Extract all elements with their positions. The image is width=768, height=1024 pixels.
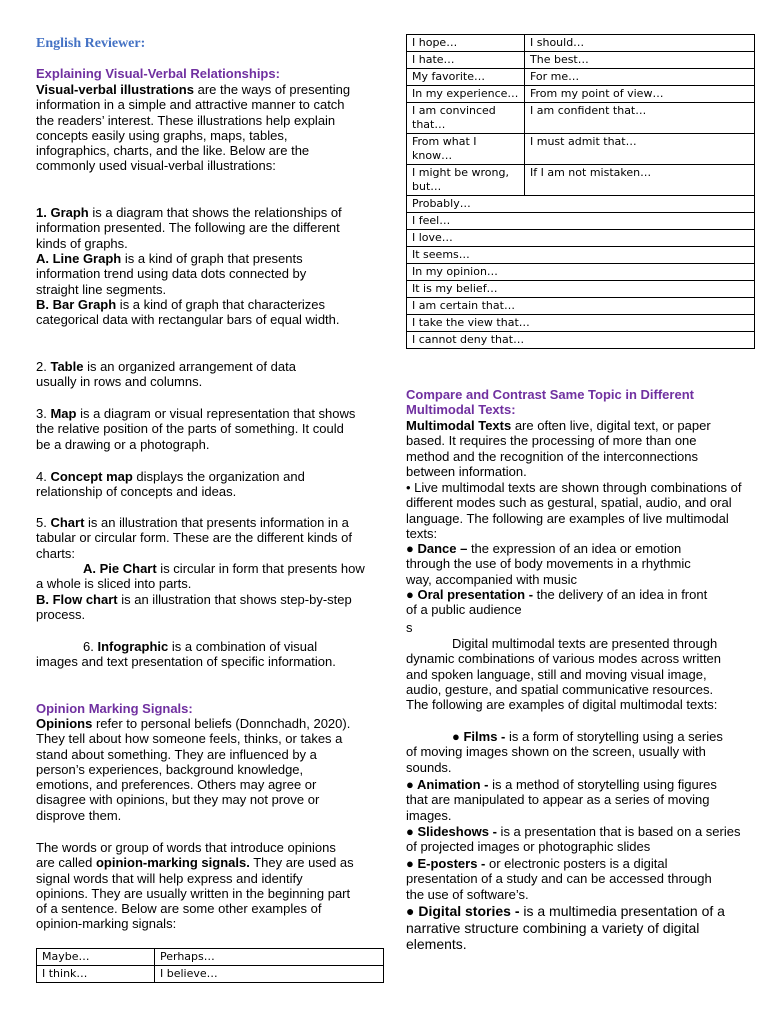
table-row — [407, 247, 755, 264]
text-flow-chart: is an illustration that shows step-by-step process. — [36, 592, 352, 623]
table-cell: I must admit that… — [525, 134, 755, 165]
table-row — [407, 230, 755, 247]
term-animation: ● Animation - — [406, 777, 489, 792]
bar-graph-definition — [36, 297, 358, 328]
num-map: 3. — [36, 406, 51, 421]
table-cell: From my point of view… — [525, 86, 755, 103]
term-films: ● Films - — [452, 729, 506, 744]
term-line-graph: A. Line Graph — [36, 251, 122, 266]
text-multimodal: are often live, digital text, or paper based. It requires the processing of more than one method and the recognition of the interconnections between information. — [406, 418, 711, 479]
text-films: is a form of storytelling using a series of moving images shown on the screen, usually with sounds. — [406, 729, 723, 775]
table-cell: I believe… — [155, 966, 384, 983]
line-graph-definition — [36, 251, 336, 297]
table-cell: I am confident that… — [525, 103, 755, 134]
term-dance: ● Dance – — [406, 541, 468, 556]
table-cell: From what I know… — [407, 134, 525, 165]
num-concept-map: 4. — [36, 469, 51, 484]
term-digital-stories: ● Digital stories - — [406, 903, 520, 919]
digital-stories-definition — [406, 903, 736, 953]
term-multimodal: Multimodal Texts — [406, 418, 512, 433]
oral-presentation-definition — [406, 587, 716, 618]
text-concept-map: displays the organization and relationship of concepts and ideas. — [36, 469, 305, 500]
visual-verbal-definition — [36, 82, 358, 174]
text-map: is a diagram or visual representation that shows the relative position of the parts of something. It could be a drawing or a photograph. — [36, 406, 356, 452]
text-digital-stories: is a multimedia presentation of a narrative structure combining a variety of digital elements. — [406, 903, 725, 952]
term-opinion-signals: opinion-marking signals. — [95, 855, 250, 871]
concept-map-definition — [36, 469, 346, 500]
text-signals: They are used as signal words that will help express and identify opinions. They are usually written in the beginning part of a sentence. Below are some other examples of opinion-marking signals: — [36, 855, 354, 932]
table-row — [407, 134, 755, 165]
text-bar-graph: is a kind of graph that characterizes categorical data with rectangular bars of equal width. — [36, 297, 340, 328]
map-definition — [36, 406, 356, 452]
num-table: 2. — [36, 359, 51, 374]
text-slideshows: is a presentation that is based on a series of projected images or photographic slides — [406, 824, 741, 855]
term-graph: 1. Graph — [36, 205, 89, 220]
dance-definition — [406, 541, 716, 587]
table-cell: I think… — [37, 966, 155, 983]
text-infographic: is a combination of visual images and text presentation of specific information. — [36, 639, 336, 670]
opinion-signals-table-right — [406, 34, 755, 349]
animation-definition — [406, 777, 728, 823]
term-concept-map: Concept map — [50, 469, 133, 484]
term-visual-verbal: Visual-verbal illustrations — [36, 82, 194, 97]
table-cell: I might be wrong, but… — [407, 165, 525, 196]
e-posters-definition — [406, 856, 726, 902]
films-definition — [406, 729, 726, 775]
table-cell: For me… — [525, 69, 755, 86]
table-cell: I hate… — [407, 52, 525, 69]
table-cell: I am certain that… — [407, 298, 755, 315]
table-cell: Maybe… — [37, 949, 155, 966]
document-title: English Reviewer: — [36, 36, 146, 51]
table-row — [407, 103, 755, 134]
table-cell: I should… — [525, 35, 755, 52]
table-row — [407, 315, 755, 332]
table-cell: I love… — [407, 230, 755, 247]
table-cell: The best… — [525, 52, 755, 69]
graph-definition — [36, 205, 362, 251]
table-row — [407, 298, 755, 315]
term-map: Map — [50, 406, 77, 421]
infographic-definition — [36, 639, 346, 670]
term-bar-graph: B. Bar Graph — [36, 297, 117, 312]
table-row — [407, 332, 755, 349]
text-pie-chart: is circular in form that presents how a whole is sliced into parts. — [36, 561, 365, 592]
term-e-posters: ● E-posters - — [406, 856, 486, 871]
num-infographic: 6. — [83, 639, 98, 654]
term-pie-chart: A. Pie Chart — [83, 561, 157, 576]
term-infographic: Infographic — [97, 639, 169, 654]
term-slideshows: ● Slideshows - — [406, 824, 497, 839]
table-cell: Probably… — [407, 196, 755, 213]
table-row — [407, 165, 755, 196]
table-cell: It seems… — [407, 247, 755, 264]
text-line-graph: is a kind of graph that presents information trend using data dots connected by straight line segments. — [36, 251, 307, 297]
table-cell: My favorite… — [407, 69, 525, 86]
term-oral-presentation: ● Oral presentation - — [406, 587, 534, 602]
live-multimodal-text: • Live multimodal texts are shown through combinations of different modes such as gestural, spatial, audio, and oral language. The following are examples of live multimodal texts: — [406, 480, 742, 541]
table-cell: It is my belief… — [407, 281, 755, 298]
opinion-signals-table-left — [36, 948, 384, 983]
term-flow-chart: B. Flow chart — [36, 592, 118, 607]
chart-definition — [36, 515, 364, 561]
text-visual-verbal: are the ways of presenting information in a simple and attractive manner to catch the readers’ interest. These illustrations help explain concepts easily using graphs, maps, tables, infographics, charts, and the like. Below are the commonly used visual-verbal illustrations: — [36, 82, 351, 174]
heading-multimodal: Compare and Contrast Same Topic in Different Multimodal Texts: — [406, 387, 694, 418]
text-table: is an organized arrangement of data usually in rows and columns. — [36, 359, 296, 390]
heading-visual-verbal: Explaining Visual-Verbal Relationships: — [36, 66, 280, 81]
table-cell: I feel… — [407, 213, 755, 230]
table-row — [407, 86, 755, 103]
text-chart: is an illustration that presents information in a tabular or circular form. These are the different kinds of charts: — [36, 515, 353, 561]
table-row — [37, 966, 384, 983]
term-table: Table — [50, 359, 84, 374]
table-cell: In my experience… — [407, 86, 525, 103]
opinion-signals-definition — [36, 840, 354, 932]
table-row — [37, 949, 384, 966]
table-row — [407, 35, 755, 52]
table-row — [407, 52, 755, 69]
digital-multimodal-text: Digital multimodal texts are presented through dynamic combinations of various modes across written and spoken language, still and moving visual image, audio, gesture, and spatial communicative resources. The following are examples of digital multimodal texts: — [406, 636, 722, 713]
table-row — [407, 69, 755, 86]
slideshows-definition — [406, 824, 742, 855]
table-row — [407, 264, 755, 281]
table-row — [407, 196, 755, 213]
table-cell: I take the view that… — [407, 315, 755, 332]
text-signals-intro: The words or group of words that introduce opinions are called — [36, 840, 336, 871]
table-cell: I am convinced that… — [407, 103, 525, 134]
num-chart: 5. — [36, 515, 51, 530]
text-graph: is a diagram that shows the relationships of information presented. The following are the different kinds of graphs. — [36, 205, 342, 251]
opinions-definition — [36, 716, 360, 823]
term-chart: Chart — [50, 515, 85, 530]
table-row — [407, 281, 755, 298]
multimodal-definition — [406, 418, 736, 479]
text-opinions: refer to personal beliefs (Donnchadh, 2020). They tell about how someone feels, thinks, or takes a stand about something. They are influenced by a person’s experiences, background knowledge, emotions, and preferences. Others may agree or disagree with opinions, but they may not prove or disprove them. — [36, 716, 351, 823]
heading-opinion-marking: Opinion Marking Signals: — [36, 701, 193, 716]
table-definition — [36, 359, 336, 390]
text-dance: the expression of an idea or emotion through the use of body movements in a rhythmic way, accompanied with music — [406, 541, 691, 587]
table-cell: In my opinion… — [407, 264, 755, 281]
pie-chart-definition — [36, 561, 366, 592]
table-cell: If I am not mistaken… — [525, 165, 755, 196]
stray-character: s — [406, 620, 413, 635]
table-cell: Perhaps… — [155, 949, 384, 966]
text-oral-presentation: the delivery of an idea in front of a public audience — [406, 587, 708, 618]
table-cell: I hope… — [407, 35, 525, 52]
table-cell: I cannot deny that… — [407, 332, 755, 349]
text-e-posters: or electronic posters is a digital presentation of a study and can be accessed through the use of software’s. — [406, 856, 712, 902]
term-opinions: Opinions — [36, 716, 93, 731]
table-row — [407, 213, 755, 230]
flow-chart-definition — [36, 592, 360, 623]
text-animation: is a method of storytelling using figures that are manipulated to appear as a series of moving images. — [406, 777, 717, 823]
